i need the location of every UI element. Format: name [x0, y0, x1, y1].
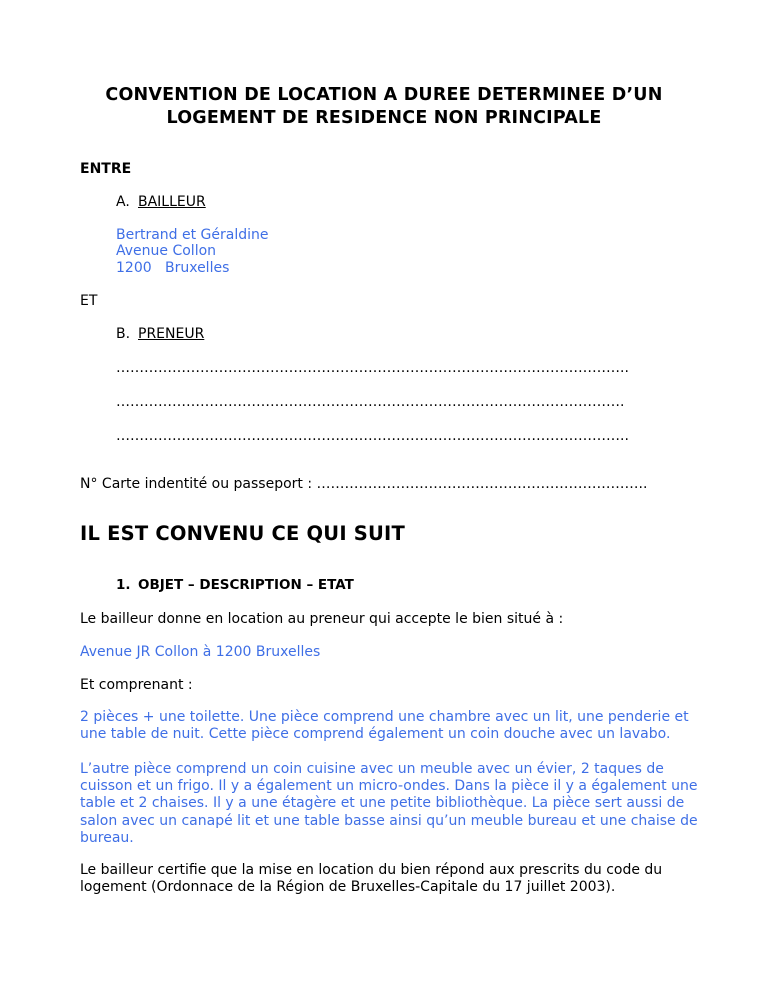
property-address: Avenue JR Collon à 1200 Bruxelles [80, 644, 321, 660]
preneur-prefix: B. [116, 326, 131, 342]
article-1-title: OBJET – DESCRIPTION – ETAT [138, 577, 354, 593]
title-line-1: CONVENTION DE LOCATION A DUREE DETERMINEE D’UN [105, 85, 663, 105]
preneur-line-3: ……………………………………………………………………………………………….. [116, 428, 629, 444]
description-paragraph-2: L’autre pièce comprend un coin cuisine avec un meuble avec un évier, 2 taques de cuisson et un frigo. Il y a également un micro-ondes. Dans la pièce il y a également une table et 2 chaises. Il y a une étagère et une petite bibliothèque. La pièce sert aussi de salon avec un canapé lit et une table basse ainsi qu’un meuble bureau et une chaise de bureau. [80, 761, 698, 846]
bailleur-city: 1200 Bruxelles [116, 260, 230, 276]
preneur-line-1: ……………………………………………………………………………………………….. [116, 360, 629, 376]
preneur-heading: PRENEUR [138, 326, 205, 342]
article-1-number: 1. [116, 577, 131, 593]
comprenant-label: Et comprenant : [80, 677, 193, 693]
et-label: ET [80, 293, 98, 309]
bailleur-prefix: A. [116, 194, 130, 210]
bailleur-name: Bertrand et Géraldine [116, 227, 269, 243]
bailleur-heading: BAILLEUR [138, 194, 206, 210]
description-paragraph-1: 2 pièces + une toilette. Une pièce comprend une chambre avec un lit, une penderie et une table de nuit. Cette pièce comprend également un coin douche avec un lavabo. [80, 709, 689, 743]
id-document-line: N° Carte indentité ou passeport : …………………………………………………………….. [80, 476, 648, 492]
section-heading: IL EST CONVENU CE QUI SUIT [80, 522, 405, 545]
bailleur-street: Avenue Collon [116, 243, 217, 259]
title-line-2: LOGEMENT DE RESIDENCE NON PRINCIPALE [166, 108, 602, 128]
preneur-line-2: ………………………………………………………………………………………………. [116, 394, 625, 410]
entre-label: ENTRE [80, 161, 132, 177]
document-title [60, 84, 708, 130]
certification-paragraph: Le bailleur certifie que la mise en location du bien répond aux prescrits du code du logement (Ordonnace de la Région de Bruxelles-Capitale du 17 juillet 2003). [80, 862, 663, 896]
article-1-intro: Le bailleur donne en location au preneur qui accepte le bien situé à : [80, 611, 564, 627]
